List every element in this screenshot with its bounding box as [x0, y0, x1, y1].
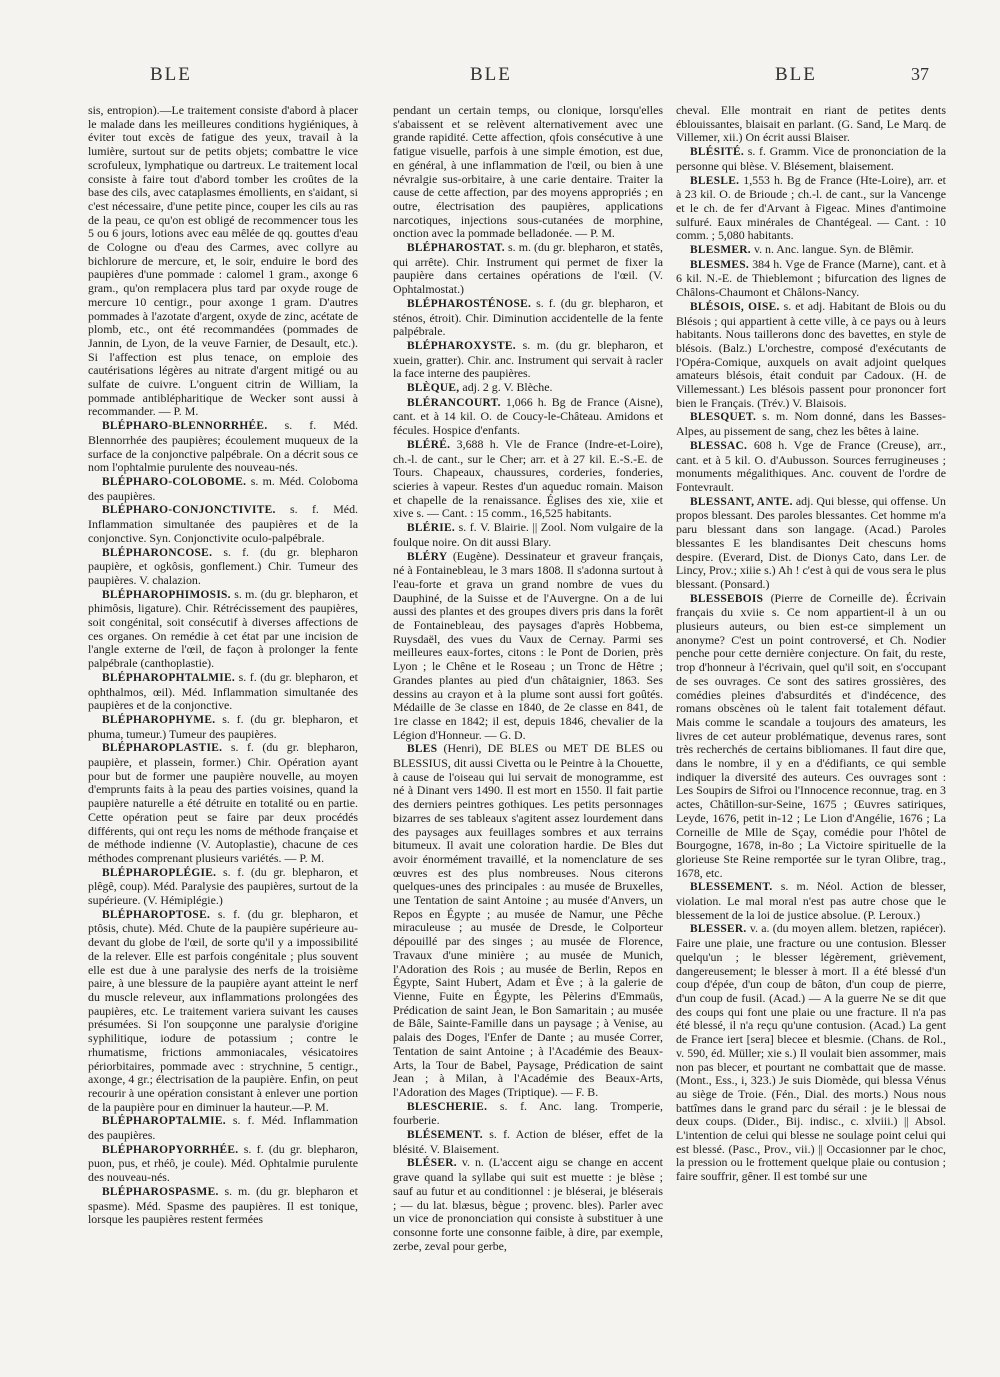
entry-headword: BLÉRANCOURT. — [407, 396, 501, 409]
right-running-head: BLE — [775, 64, 817, 85]
dictionary-entry — [88, 475, 358, 503]
dictionary-entry — [393, 1100, 663, 1128]
entry-headword: BLESLE. — [690, 174, 740, 187]
entry-text: s. f. (du gr. blepharon, et ptôsis, chute). Méd. Chute de la paupière supérieure au-devant du globe de l'œil, de sorte qu'il y a impossibilité de la relever. Elle est parfois congénitale ; plus souvent elle est due à une paralysie des nerfs de la troisième paire, à une blessure de la paupière ayant atteint le nerf du muscle releveur, aux inflammations prolongées des paupières, etc. Le traitement variera suivant les causes présumées. Si l'on soupçonne une paralysie d'origine syphilitique, iodure de potassium ; contre le rhumatisme, frictions ammoniacales, vésicatoires périorbitaires, pommade avec : strychnine, 5 centigr., axonge, 4 gr.; électrisation de la paupière. Enfin, on peut recourir à une opération consistant à enlever une portion de la paupière pour en diminuer la hauteur.—P. M. — [88, 906, 358, 1114]
dictionary-entry — [393, 742, 663, 1099]
dictionary-entry — [88, 908, 358, 1115]
entry-headword: BLÉPHAROPYORRHÉE. — [102, 1143, 239, 1156]
entry-text: s. f. Action de bléser, effet de la blésité. V. Blaisement. — [393, 1127, 663, 1156]
entry-headword: BLÉSOIS, OISE. — [690, 300, 780, 313]
entry-headword: BLESMER. — [690, 244, 751, 257]
entry-text: 1,066 h. Bg de France (Aisne), cant. et à 14 kil. O. de Coucy-le-Château. Amidons et fécules. Hospice d'enfants. — [393, 394, 663, 438]
entry-headword: BLÉPHARO-CONJONCTIVITE. — [102, 504, 276, 517]
entry-headword: BLÉPHAROSTAT. — [407, 242, 505, 255]
entry-text: s. f. (du gr. blepharon, et ophthalmos, œil). Méd. Inflammation simultanée des paupières et de la conjonctive. — [88, 669, 358, 713]
column-right — [676, 104, 946, 1359]
dictionary-entry — [88, 588, 358, 671]
dictionary-entry — [393, 1156, 663, 1253]
entry-text: s. f. (du gr. blepharon, et phuma, tumeur.) Tumeur des paupières. — [88, 711, 358, 741]
page-number: 37 — [911, 64, 929, 84]
entry-text: cheval. Elle montrait en riant de petites dents éblouissantes, blaisait en parlant. (G. Sand, Le Marq. de Villemer, xii.) On écrit aussi Blaiser. — [676, 104, 946, 145]
entry-text: s. f. (du gr. blepharon, et plêgê, coup). Méd. Paralysie des paupières, surtout de la supérieure. (V. Hémiplégie.) — [88, 864, 358, 908]
entry-text: pendant un certain temps, ou clonique, lorsqu'elles s'abaissent et se relèvent alternativement avec une grande rapidité. Cette affection, qfois consécutive à une fatigue visuelle, parfois à une simple émotion, est due, en général, à une inflammation de l'œil, ou bien à une névralgie sus-orbitaire, à une carie dentaire. Traiter la cause de cette affection, par des moyens appropriés ; en outre, électrisation des paupières, applications narcotiques, injections sous-cutanées de morphine, onction avec la pommade belladonée. — P. M. — [393, 104, 663, 241]
dictionary-entry — [676, 880, 946, 922]
dictionary-entry — [676, 145, 946, 173]
entry-text: v. n. (L'accent aigu se change en accent grave quand la syllabe qui suit est muette : je blèse ; sauf au futur et au conditionnel : je bléserai, je bléserais ; — du lat. blæsus, bègue ; provenc. bles). Parler avec un vice de prononciation qui consiste à substituer à une consonne forte une consonne faible, à dire, par exemple, zerbe, zeval pour gerbe, — [393, 1155, 663, 1253]
entry-headword: BLÉPHAROSPASME. — [102, 1185, 219, 1198]
entry-headword: BLÉRÉ. — [407, 438, 451, 451]
dictionary-entry — [393, 550, 663, 743]
entry-headword: BLESQUET. — [690, 411, 757, 424]
dictionary-entry — [676, 410, 946, 438]
dictionary-entry — [676, 495, 946, 592]
dictionary-entry — [88, 546, 358, 588]
dictionary-entry — [88, 713, 358, 741]
entry-headword: BLESSAC. — [690, 439, 748, 452]
dictionary-entry — [88, 104, 358, 419]
entry-text: adj. Qui blesse, qui offense. Un propos blessant. Des paroles blessantes. Cet homme m'a paru blessant dans son langage. (Acad.) Paroles blessantes E les blandisantes Deit chescuns homs despire. (Everard, Dist. de Dionys Cato, dans Ler. de Lincy, Prov.; xiiie s.) Ah ! c'est à qui de vous sera le plus blessant. (Ponsard.) — [676, 493, 946, 591]
dictionary-entry — [393, 438, 663, 521]
entry-headword: BLÉRY — [407, 550, 448, 563]
entry-text: s. f. V. Blairie. || Zool. Nom vulgaire de la foulque noire. On dit aussi Blary. — [393, 520, 663, 549]
entry-headword: BLÉSER. — [407, 1157, 457, 1170]
entry-text: s. m. (du gr. blepharon et spasme). Méd. Spasme des paupières. Il est tonique, lorsque les paupières restent fermées — [88, 1183, 358, 1227]
entry-headword: BLÉPHAROXYSTE. — [407, 339, 516, 352]
entry-text: s. m. (du gr. blepharon, et phimôsis, ligature). Chir. Rétrécissement des paupières, soit congénital, soit consécutif à diverses affections de ces organes. On remédie à cet état par une incision de l'angle externe de l'œil, de façon à prolonger la fente palpébrale (canthoplastie). — [88, 586, 358, 671]
entry-text: s. m. Nom donné, dans les Basses-Alpes, au pissement de sang, chez les bêtes à laine. — [676, 409, 946, 439]
entry-text: (Eugène). Dessinateur et graveur français, né à Fontainebleau, le 3 mars 1808. Il s'adonna surtout à l'eau-forte et grava un grand nombre de vues du Dauphiné, de la Suisse et de l'Auvergne. On a de lui aussi des plantes et des groupes divers pris dans la forêt de Fontainebleau, des paysages d'après Hobbema, Ruysdaël, des vues du Vaux de Cernay. Parmi ses meilleures eaux-fortes, citons : le Pont de Dorien, près Lyon ; le Chêne et le Roseau ; un Tronc de Hêtre ; Grandes plantes au pied d'un châtaignier, 1863. Ses dessins au crayon et à la plume sont aussi fort goûtés. Médaille de 3e classe en 1840, de 2e classe en 841, de 1re classe en 1842; il est, depuis 1846, chevalier de la Légion d'Honneur. — G. D. — [393, 548, 663, 742]
dictionary-entry — [676, 258, 946, 300]
dictionary-entry — [676, 243, 946, 258]
entry-text: 3,688 h. Vle de France (Indre-et-Loire), ch.-l. de cant., sur le Cher; arr. et à 27 kil. E.-S.-E. de Tours. Chapeaux, chaussures, corderies, fonderies, scieries à vapeur. Restes d'un aqueduc romain. Maison et chapelle de la renaissance. Églises des xie, xiie et xive s. — Cant. : 15 comm., 16,525 habitants. — [393, 436, 663, 521]
entry-text: s. f. Méd. Blennorrhée des paupières; écoulement muqueux de la surface de la conjonctive palpébrale. On a décrit sous ce nom l'ophtalmie purulente des nouveau-nés. — [88, 418, 358, 475]
entry-headword: BLÉSITÉ. — [690, 146, 745, 159]
entry-text: s. m. Néol. Action de blesser, violation. Le mal moral n'est pas autre chose que le blessement de la loi de justice absolue. (P. Leroux.) — [676, 879, 946, 922]
dictionary-entry — [88, 1143, 358, 1185]
dictionary-entry — [393, 1128, 663, 1156]
running-header — [0, 64, 1000, 88]
entry-headword: BLÉPHAROPHIMOSIS. — [102, 588, 231, 601]
entry-headword: BLESSER. — [690, 923, 747, 936]
entry-headword: BLÉPHARO-COLOBOME. — [102, 475, 247, 488]
dictionary-entry — [676, 104, 946, 145]
dictionary-entry — [88, 503, 358, 545]
entry-headword: BLÉSEMENT. — [407, 1129, 483, 1142]
entry-text: s. m. Méd. Coloboma des paupières. — [88, 473, 358, 503]
entry-headword: BLÈQUE, — [407, 382, 460, 395]
entry-text: s. m. (du gr. blepharon, et statês, qui arrête). Chir. Instrument qui permet de fixer la paupière dans certaines opérations de l'œil. (V. Ophtalmostat.) — [393, 240, 663, 297]
entry-text: s. f. Gramm. Vice de prononciation de la personne qui blèse. V. Blésement, blaisement. — [676, 144, 946, 173]
column-middle — [393, 104, 663, 1359]
entry-headword: BLESSANT, ANTE. — [690, 495, 793, 508]
dictionary-entry — [393, 104, 663, 241]
entry-text: s. f. (du gr. blepharon, et sténos, étroit). Chir. Diminution accidentelle de la fente palpébrale. — [393, 295, 663, 339]
entry-headword: BLÉPHARONCOSE. — [102, 546, 213, 559]
column-left — [88, 104, 358, 1359]
entry-text: s. f. Anc. lang. Tromperie, fourberie. — [393, 1098, 663, 1128]
entry-headword: BLÉRIE. — [407, 522, 455, 535]
dictionary-entry — [393, 339, 663, 381]
entry-text: 608 h. Vge de France (Creuse), arr., cant. et à 5 kil. O. d'Aubusson. Sources ferrugineuses ; monuments mégalithiques. Anc. couvent de l'ordre de Fontevrault. — [676, 437, 946, 494]
dictionary-entry — [676, 300, 946, 411]
entry-text: 1,553 h. Bg de France (Hte-Loire), arr. et à 23 kil. O. de Brioude ; ch.-l. de cant., sur la Vancenge et le ch. de fer d'Arvant à Figeac. Mines d'antimoine sulfuré. Eaux minérales de Chantégeal. — Cant. : 10 comm. ; 5,080 habitants. — [676, 172, 946, 243]
dictionary-entry — [676, 592, 946, 881]
entry-headword: BLES — [407, 743, 438, 756]
entry-headword: BLESSEMENT. — [690, 881, 773, 894]
entry-text: s. f. Méd. Inflammation des paupières. — [88, 1113, 358, 1143]
entry-text: 384 h. Vge de France (Marne), cant. et à 6 kil. N.-E. de Thieblemont ; bifurcation des lignes de Châlons-Chaumont et Châlons-Nancy. — [676, 256, 946, 300]
entry-text: sis, entropion).—Le traitement consiste d'abord à placer le malade dans les meilleures conditions hygiéniques, à éviter tout excès de fatigue des yeux, travail à la lumière, surtout sur de petits objets; combattre le vice scrofuleux, lymphatique ou dartreux. Le traitement local consiste à faire tout d'abord tomber les croûtes de la base des cils, avec cataplasmes émollients, en s'aidant, si c'est nécessaire, d'une petite pince, couper les cils au ras de la peau, ce qu'on est obligé de recommencer tous les 5 ou 6 jours, lotions avec eau mêlée de qq. gouttes d'eau de Cologne ou d'eau des Carmes, avec collyre au bichlorure de mercure, et, le soir, enduire le bord des paupières d'une pommade : calomel 1 gram., axonge 6 gram., qu'on remplacera plus tard par oxyde rouge de mercure 10 centigr., pour axonge 1 gram. D'autres pommades à l'azotate d'argent, oxyde de zinc, acétate de plomb, etc., ont été recommandées (pommades de Jannin, de Lyon, de la veuve Farnier, de Desault, etc.). Si l'affection est plus tenace, on emploie des cautérisations légères au nitrate d'argent mitigé ou au sulfate de cuivre. L'onguent citrin de William, la pommade antiblépharitique de Wecker sont aussi à recommander. — P. M. — [88, 104, 358, 419]
entry-headword: BLÉPHARO-BLENNORRHÉE. — [102, 420, 268, 433]
entry-headword: BLESSEBOIS — [690, 592, 764, 605]
entry-text: v. a. (du moyen allem. bletzen, rapiécer). Faire une plaie, une fracture ou une contusion. Blesser quelqu'un ; le blesser légèrement, grièvement, dangereusement; le blesser à mort. Il a été blessé d'un coup d'épée, d'un coup de bâton, d'un coup de pierre, d'un coup de fusil. (Acad.) — A la guerre Ne se dit que des coups qui font une plaie ou une fracture. Il n'a pas été blessé, il n'a reçu qu'une contusion. (Acad.) La gent de France iert [sera] blecee et blesmie. (Chans. de Rol., v. 590, éd. Müller; xie s.) Il voulait bien assommer, mais non pas blecer, et pourtant ne combattait que de masse. (Mont., Ess., i, 323.) Je suis Diomède, qui blessa Vénus au siège de Troie. (Fén., Dial. des morts.) Nous nous battîmes dans le grand parc du sérail : je le blessai de deux coups. (Dider., Bij. indisc., c. xlviii.) || Absol. L'intention de celui qui blesse ne soulage point celui qui est blessé. (Pasc., Prov., vii.) || Occasionner par le choc, la pression ou le frottement quelque plaie ou contusion ; faire souffrir, gêner. Il est tombé sur une — [676, 921, 946, 1184]
entry-headword: BLESCHERIE. — [407, 1100, 488, 1113]
entry-text: s. f. Méd. Inflammation simultanée des paupières et de la conjonctive. Syn. Conjonctivite oculo-palpébrale. — [88, 502, 358, 545]
entry-headword: BLÉPHAROPHYME. — [102, 713, 216, 726]
center-running-head: BLE — [470, 64, 512, 85]
dictionary-entry — [88, 1185, 358, 1227]
dictionary-entry — [393, 297, 663, 339]
dictionary-entry — [88, 866, 358, 908]
entry-headword: BLÉPHAROPLASTIE. — [102, 742, 223, 755]
dictionary-entry — [676, 174, 946, 244]
dictionary-entry — [676, 922, 946, 1183]
entry-headword: BLÉPHAROSTÉNOSE. — [407, 297, 532, 310]
dictionary-entry — [88, 419, 358, 475]
dictionary-entry — [393, 521, 663, 549]
entry-text: s. m. (du gr. blepharon, et xuein, gratter). Chir. anc. Instrument qui servait à racler la face interne des paupières. — [393, 337, 663, 381]
entry-text: (Pierre de Corneille de). Écrivain français du xviie s. Ce nom appartient-il à un ou plusieurs auteurs, ou bien est-ce simplement un anonyme? C'est un point controversé, et Ch. Nodier penche pour cette dernière conjecture. On fait, du reste, trop d'honneur à l'écrivain, quel qu'il soit, en s'occupant de ses ouvrages. Ce sont des satires grossières, des comédies pleines d'absurdités et d'indécence, des romans obscènes où le talent fait totalement défaut. Mais comme le scandale a toujours des amateurs, les livres de cet auteur problématique, devenus rares, sont très recherchés de certains bibliomanes. Il faut dire que, dans le nombre, il y en a d'édifiants, ce qui semble indiquer la diversité des auteurs. Ces ouvrages sont : Les Soupirs de Sifroi ou l'Innocence reconnue, trag. en 3 actes, Châtillon-sur-Seine, 1675 ; Œuvres satiriques, Leyde, 1676, petit in-12 ; Le Lion d'Angélie, 1676 ; La Corneille de Mlle de Sçay, comédie pour l'hôtel de Bourgogne, 1678, in-8o ; La Victoire spirituelle de la glorieuse Ste Reine remportée sur le tyran Olibre, trag., 1678, etc. — [676, 590, 946, 880]
entry-headword: BLÉPHAROPTOSE. — [102, 908, 211, 921]
entry-text: adj. 2 g. V. Blèche. — [462, 380, 553, 395]
entry-headword: BLÉPHAROPLÉGIE. — [102, 866, 217, 879]
entry-text: s. f. (du gr. blepharon paupière, et ogkôsis, gonflement.) Chir. Tumeur des paupières. V. chalazion. — [88, 544, 358, 587]
entry-headword: BLÉPHAROPTALMIE. — [102, 1115, 226, 1128]
entry-text: s. et adj. Habitant de Blois ou du Blésois ; qui appartient à cette ville, à ce pays ou à leurs habitants. Nous taillerons donc des bavettes, en style de blésois. (Balz.) L'orchestre, composé d'exécutants de l'Opéra-Comique, auxquels on avait adjoint quelques amateurs blésois, était conduit par Cadoux. (H. de Villemessant.) Les blésois passent pour prononcer fort bien le Français. (Trév.) V. Blaisois. — [676, 298, 946, 410]
dictionary-entry — [393, 241, 663, 297]
entry-headword: BLESMES. — [690, 258, 750, 271]
dictionary-entry — [88, 741, 358, 865]
dictionary-entry — [393, 396, 663, 438]
entry-headword: BLÉPHAROPHTALMIE. — [102, 671, 236, 684]
entry-text: v. n. Anc. langue. Syn. de Blêmir. — [753, 242, 914, 257]
dictionary-entry — [676, 439, 946, 495]
dictionary-entry — [88, 1114, 358, 1142]
left-running-head: BLE — [150, 64, 192, 85]
entry-text: s. f. (du gr. blepharon, puon, pus, et rhéô, je coule). Méd. Ophtalmie purulente des nouveau-nés. — [88, 1141, 358, 1185]
entry-text: (Henri), DE BLES ou MET DE BLES ou BLESSIUS, dit aussi Civetta ou le Peintre à la Chouette, à cause de l'oiseau qui lui servait de monogramme, est né à Dinant vers 1490. Il est mort en 1550. Il fait partie des derniers peintres gothiques. Les petits personnages bizarres de ses tableaux s'agitent assez lourdement dans des paysages aux feuillages sombres et aux terrains bitumeux. Il avait une coloration hardie. De Bles dut avoir énormément travaillé, et la nomenclature de ses œuvres est des plus nombreuses. Nous citerons quelques-unes des principales : au musée de Bruxelles, une Tentation de saint Antoine ; au musée d'Anvers, un Repos en Égypte ; au musée de Namur, une Pêche miraculeuse ; au musée de Dresde, le Colporteur dépouillé par des singes ; au musée de Florence, Travaux d'une minière ; au musée de Munich, l'Adoration des Rois ; au musée de Berlin, Repos en Égypte, Saint Hubert, Adam et Ève ; à la galerie de Vienne, Fuite en Égypte, les Pèlerins d'Emmaüs, Prédication de saint Jean, le Bon Samaritain ; au musée de Bâle, Sainte-Famille dans un paysage ; à Venise, au palais des Doges, l'Enfer de Dante ; au musée Correr, Tentation de saint Antoine ; à l'Académie des Beaux-Arts, la Tour de Babel, Paysage, Prédication de saint Jean ; à Milan, à l'Académie des Beaux-Arts, l'Adoration des Mages (Triptique). — F. B. — [393, 741, 663, 1099]
entry-text: s. f. (du gr. blepharon, paupière, et plassein, former.) Chir. Opération ayant pour but de former une paupière nouvelle, au moyen d'emprunts faits à la peau des parties voisines, quand la paupière naturelle a été détruite en totalité ou en partie. Cette opération peut se faire par deux procédés différents, qui ont reçu les noms de méthode française et de méthode indienne (V. Autoplastie), chacune de ces méthodes comprenant plusieurs variétés. — P. M. — [88, 740, 358, 865]
dictionary-entry — [88, 671, 358, 713]
dictionary-entry — [393, 381, 663, 396]
